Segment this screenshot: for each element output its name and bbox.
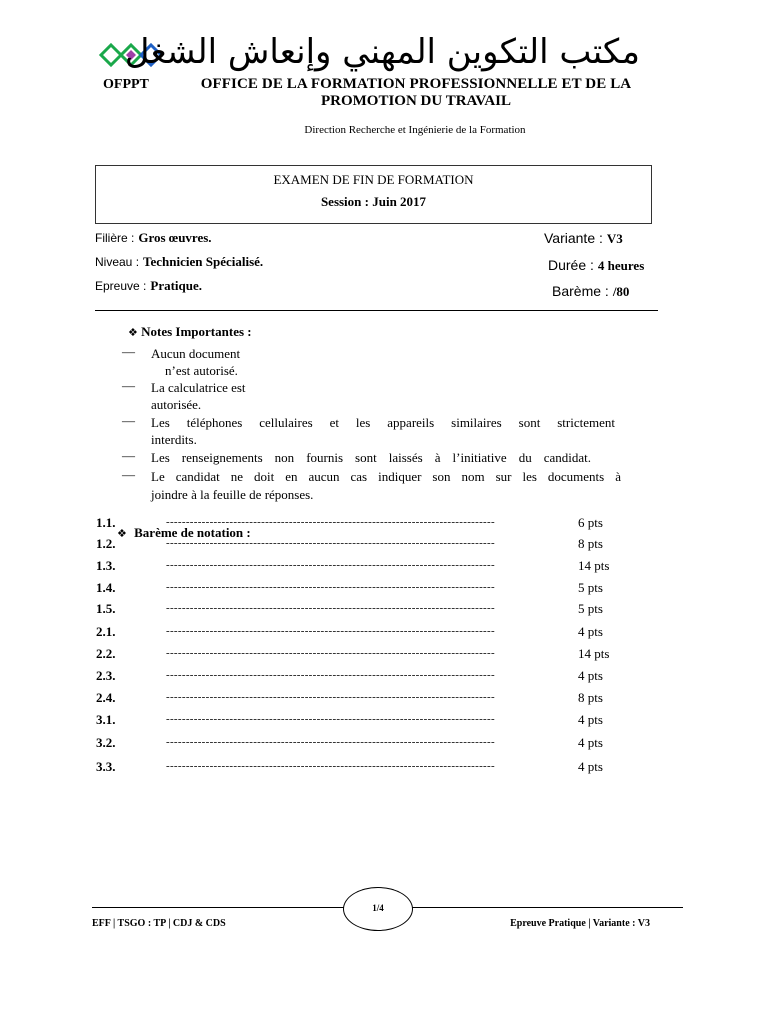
note-line: n’est autorisé. [165, 363, 238, 378]
page-number: 1/4 [372, 903, 384, 913]
org-name-arabic: مكتب التكوين المهني وإنعاش الشغل [124, 32, 640, 72]
variante-row [544, 230, 623, 248]
epreuve-label: Epreuve : [95, 279, 147, 293]
row-points: 4 pts [578, 712, 603, 727]
row-dots: ----------------------------------------------------------------------------------- [166, 602, 495, 614]
niveau-value: Technicien Spécialisé. [143, 254, 264, 269]
row-dots: ----------------------------------------------------------------------------------- [166, 625, 495, 637]
direction-subtitle: Direction Recherche et Ingénierie de la Formation [304, 124, 526, 136]
row-number: 3.1. [96, 712, 116, 727]
note-item [151, 414, 615, 431]
row-number: 3.3. [96, 759, 116, 774]
row-number: 2.2. [96, 646, 116, 661]
bareme-total-value: /80 [612, 284, 630, 299]
row-number: 1.1. [96, 515, 116, 530]
row-points: 4 pts [578, 735, 603, 750]
row-number: 2.4. [96, 690, 116, 705]
row-points: 5 pts [578, 580, 603, 595]
duree-label: Durée : [548, 257, 594, 273]
note-item: Le candidat ne doit en aucun cas indiquer son nom sur les documents à [151, 469, 621, 484]
note-line: Aucun document [151, 346, 241, 361]
row-number: 1.4. [96, 580, 116, 595]
note-dash-icon: — [122, 378, 135, 393]
note-item [151, 345, 240, 379]
row-dots: ----------------------------------------------------------------------------------- [166, 647, 495, 659]
row-points: 14 pts [578, 558, 610, 573]
diamond-bullet-icon: ❖ [128, 326, 138, 339]
org-name-line-1: OFFICE DE LA FORMATION PROFESSIONNELLE ET DE LA [200, 76, 632, 92]
filiere-value: Gros œuvres. [138, 230, 212, 245]
note-line: autorisée. [151, 397, 202, 412]
row-points: 14 pts [578, 646, 610, 661]
row-number: 2.1. [96, 624, 116, 639]
note-item [151, 379, 246, 413]
row-points: 5 pts [578, 601, 603, 616]
note-line: interdits. [151, 432, 197, 447]
row-points: 4 pts [578, 668, 603, 683]
note-dash-icon: — [122, 448, 135, 463]
bareme-total-label: Barème : [552, 283, 609, 299]
bareme-heading: Barème de notation : [134, 525, 251, 540]
duree-row [548, 257, 644, 275]
note-line: joindre à la feuille de réponses. [151, 487, 314, 502]
row-number: 1.3. [96, 558, 116, 573]
bareme-total-row [552, 283, 629, 301]
note-dash-icon: — [122, 344, 135, 359]
variante-value: V3 [606, 231, 623, 246]
row-points: 6 pts [578, 515, 603, 530]
row-dots: ----------------------------------------------------------------------------------- [166, 760, 495, 772]
note-line: La calculatrice est [151, 380, 246, 395]
note-dash-icon: — [122, 413, 135, 428]
epreuve-value: Pratique. [150, 278, 203, 293]
org-acronym: OFPPT [103, 77, 149, 92]
niveau-label: Niveau : [95, 255, 140, 269]
row-dots: ----------------------------------------------------------------------------------- [166, 537, 495, 549]
niveau-row [95, 253, 263, 271]
exam-title: EXAMEN DE FIN DE FORMATION [273, 172, 474, 187]
epreuve-row [95, 277, 202, 295]
footer-right-text: Epreuve Pratique | Variante : V3 [510, 918, 650, 929]
filiere-row [95, 229, 212, 247]
row-number: 1.2. [96, 536, 116, 551]
row-number: 3.2. [96, 735, 116, 750]
duree-value: 4 heures [597, 258, 645, 273]
notes-heading: Notes Importantes : [141, 324, 252, 339]
note-item: Les renseignements non fournis sont laissés à l’initiative du candidat. [151, 450, 591, 465]
row-dots: ----------------------------------------------------------------------------------- [166, 516, 495, 528]
row-points: 8 pts [578, 536, 603, 551]
exam-session: Session : Juin 2017 [320, 194, 427, 209]
row-points: 4 pts [578, 759, 603, 774]
diamond-bullet-icon: ❖ [117, 527, 127, 540]
row-dots: ----------------------------------------------------------------------------------- [166, 736, 495, 748]
row-dots: ----------------------------------------------------------------------------------- [166, 691, 495, 703]
row-number: 2.3. [96, 668, 116, 683]
filiere-label: Filière : [95, 231, 135, 245]
row-dots: ----------------------------------------------------------------------------------- [166, 559, 495, 571]
divider [95, 310, 658, 311]
note-dash-icon: — [122, 467, 135, 482]
row-dots: ----------------------------------------------------------------------------------- [166, 581, 495, 593]
row-dots: ----------------------------------------------------------------------------------- [166, 713, 495, 725]
variante-label: Variante : [544, 230, 603, 246]
org-name-line-2: PROMOTION DU TRAVAIL [320, 93, 512, 109]
row-points: 4 pts [578, 624, 603, 639]
note-line: Les téléphones cellulaires et les appareils similaires sont strictement [151, 415, 615, 430]
notes-heading-row [128, 324, 252, 340]
row-points: 8 pts [578, 690, 603, 705]
footer-left-text: EFF | TSGO : TP | CDJ & CDS [92, 918, 226, 929]
row-number: 1.5. [96, 601, 116, 616]
row-dots: ----------------------------------------------------------------------------------- [166, 669, 495, 681]
